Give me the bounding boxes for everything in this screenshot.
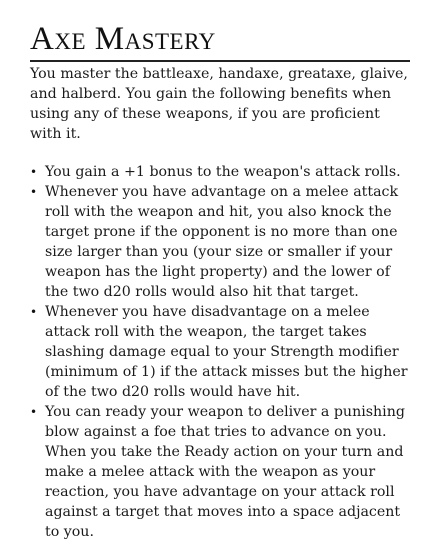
bullet-icon: • (30, 405, 38, 419)
feat-page (30, 20, 414, 542)
bullet-icon: • (30, 185, 38, 199)
benefit-text: You can ready your weapon to deliver a punishing blow against a foe that tries to advance on you. When you take the Ready action on your turn and make a melee attack with the weapon as your reaction, you have advantage on your attack roll against a target that moves into a space adjacent to you. (45, 404, 405, 540)
bullet-icon: • (30, 165, 38, 179)
feat-title: Axe Mastery (30, 21, 216, 57)
benefit-item (30, 302, 414, 402)
feat-intro: You master the battleaxe, handaxe, greataxe, glaive, and halberd. You gain the following benefits when using any of these weapons, if you are proficient with it. (30, 66, 408, 142)
benefit-text: Whenever you have advantage on a melee attack roll with the weapon and hit, you also knock the target prone if the opponent is no more than one size larger than you (your size or smaller if your weapon has the light property) and the lower of the two d20 rolls would also hit that target. (45, 184, 399, 300)
title-divider (30, 60, 410, 62)
bullet-icon: • (30, 305, 38, 319)
benefit-item (30, 402, 414, 542)
benefit-text: You gain a +1 bonus to the weapon's attack rolls. (45, 164, 401, 180)
benefit-item (30, 162, 414, 182)
benefit-list (30, 162, 414, 542)
benefit-text: Whenever you have disadvantage on a melee attack roll with the weapon, the target takes slashing damage equal to your Strength modifier (minimum of 1) if the attack misses but the higher of the two d20 rolls would have hit. (45, 304, 408, 400)
benefit-item (30, 182, 414, 302)
